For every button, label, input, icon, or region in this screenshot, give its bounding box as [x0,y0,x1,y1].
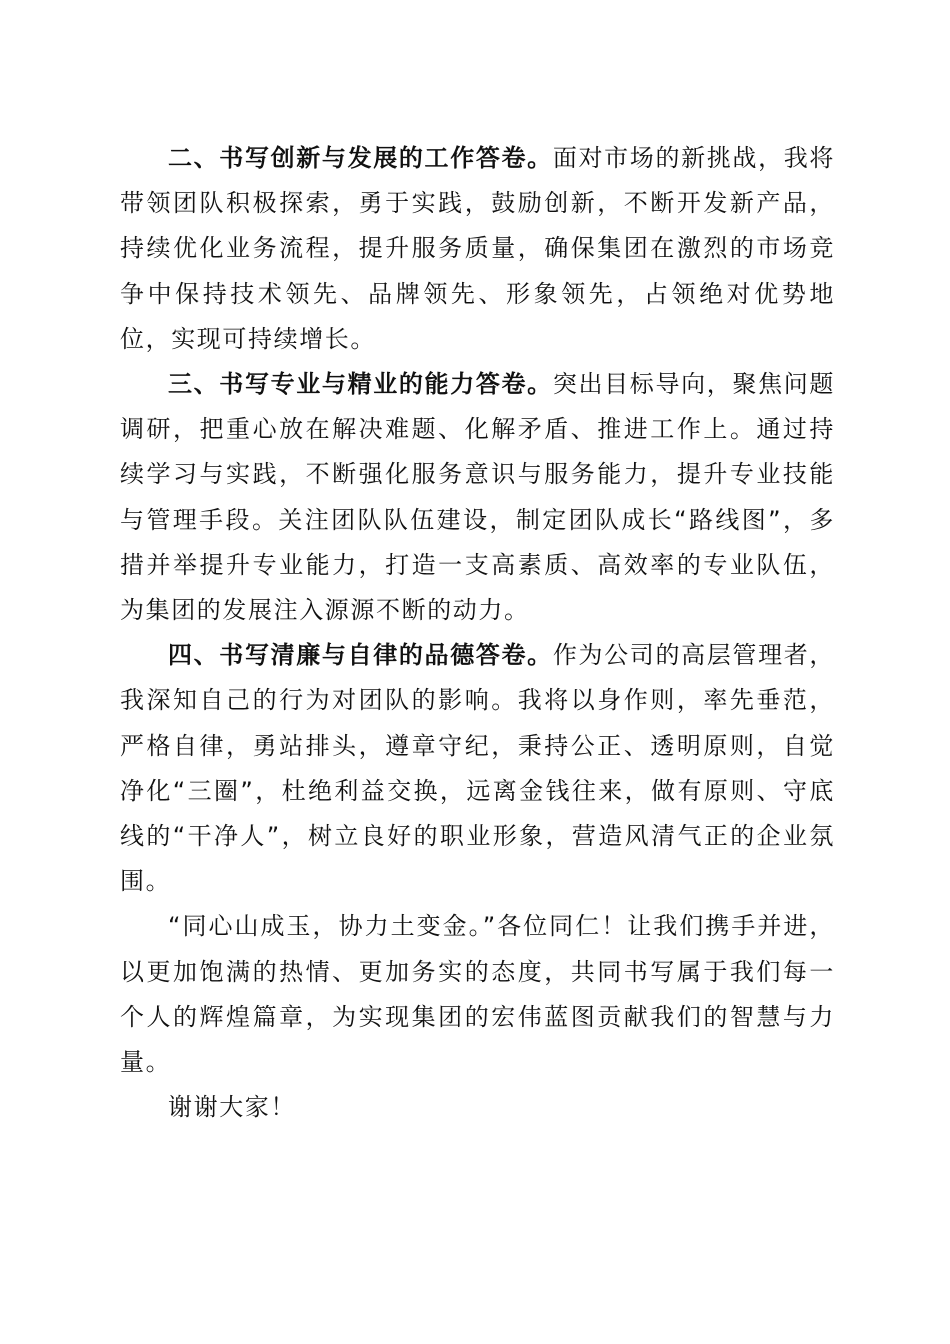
paragraph-closing [120,904,835,1085]
paragraph-thanks [120,1085,835,1130]
paragraph-innovation [120,136,835,362]
paragraph-body: 面对市场的新挑战，我将带领团队积极探索，勇于实践，鼓励创新，不断开发新产品，持续优化业务流程，提升服务质量，确保集团在激烈的市场竞争中保持技术领先、品牌领先、形象领先，占领绝对优势地位，实现可持续增长。 [120,144,835,353]
document-page [120,136,835,1130]
paragraph-heading: 四、书写清廉与自律的品德答卷。 [168,641,553,670]
paragraph-body: 作为公司的高层管理者，我深知自己的行为对团队的影响。我将以身作则，率先垂范，严格自律，勇站排头，遵章守纪，秉持公正、透明原则，自觉净化“三圈”，杜绝利益交换，远离金钱往来，做有原则、守底线的“干净人”，树立良好的职业形象，营造风清气正的企业氛围。 [120,641,835,896]
paragraph-body: “同心山成玉，协力土变金。”各位同仁！让我们携手并进，以更加饱满的热情、更加务实的态度，共同书写属于我们每一个人的辉煌篇章，为实现集团的宏伟蓝图贡献我们的智慧与力量。 [120,912,835,1077]
paragraph-heading: 三、书写专业与精业的能力答卷。 [168,370,553,399]
paragraph-body: 突出目标导向，聚焦问题调研，把重心放在解决难题、化解矛盾、推进工作上。通过持续学习与实践，不断强化服务意识与服务能力，提升专业技能与管理手段。关注团队队伍建设，制定团队成长“路线图”，多措并举提升专业能力，打造一支高素质、高效率的专业队伍，为集团的发展注入源源不断的动力。 [120,370,835,625]
paragraph-professionalism [120,362,835,633]
paragraph-heading: 二、书写创新与发展的工作答卷。 [168,144,553,172]
paragraph-integrity [120,633,835,904]
paragraph-body: 谢谢大家！ [168,1093,296,1122]
